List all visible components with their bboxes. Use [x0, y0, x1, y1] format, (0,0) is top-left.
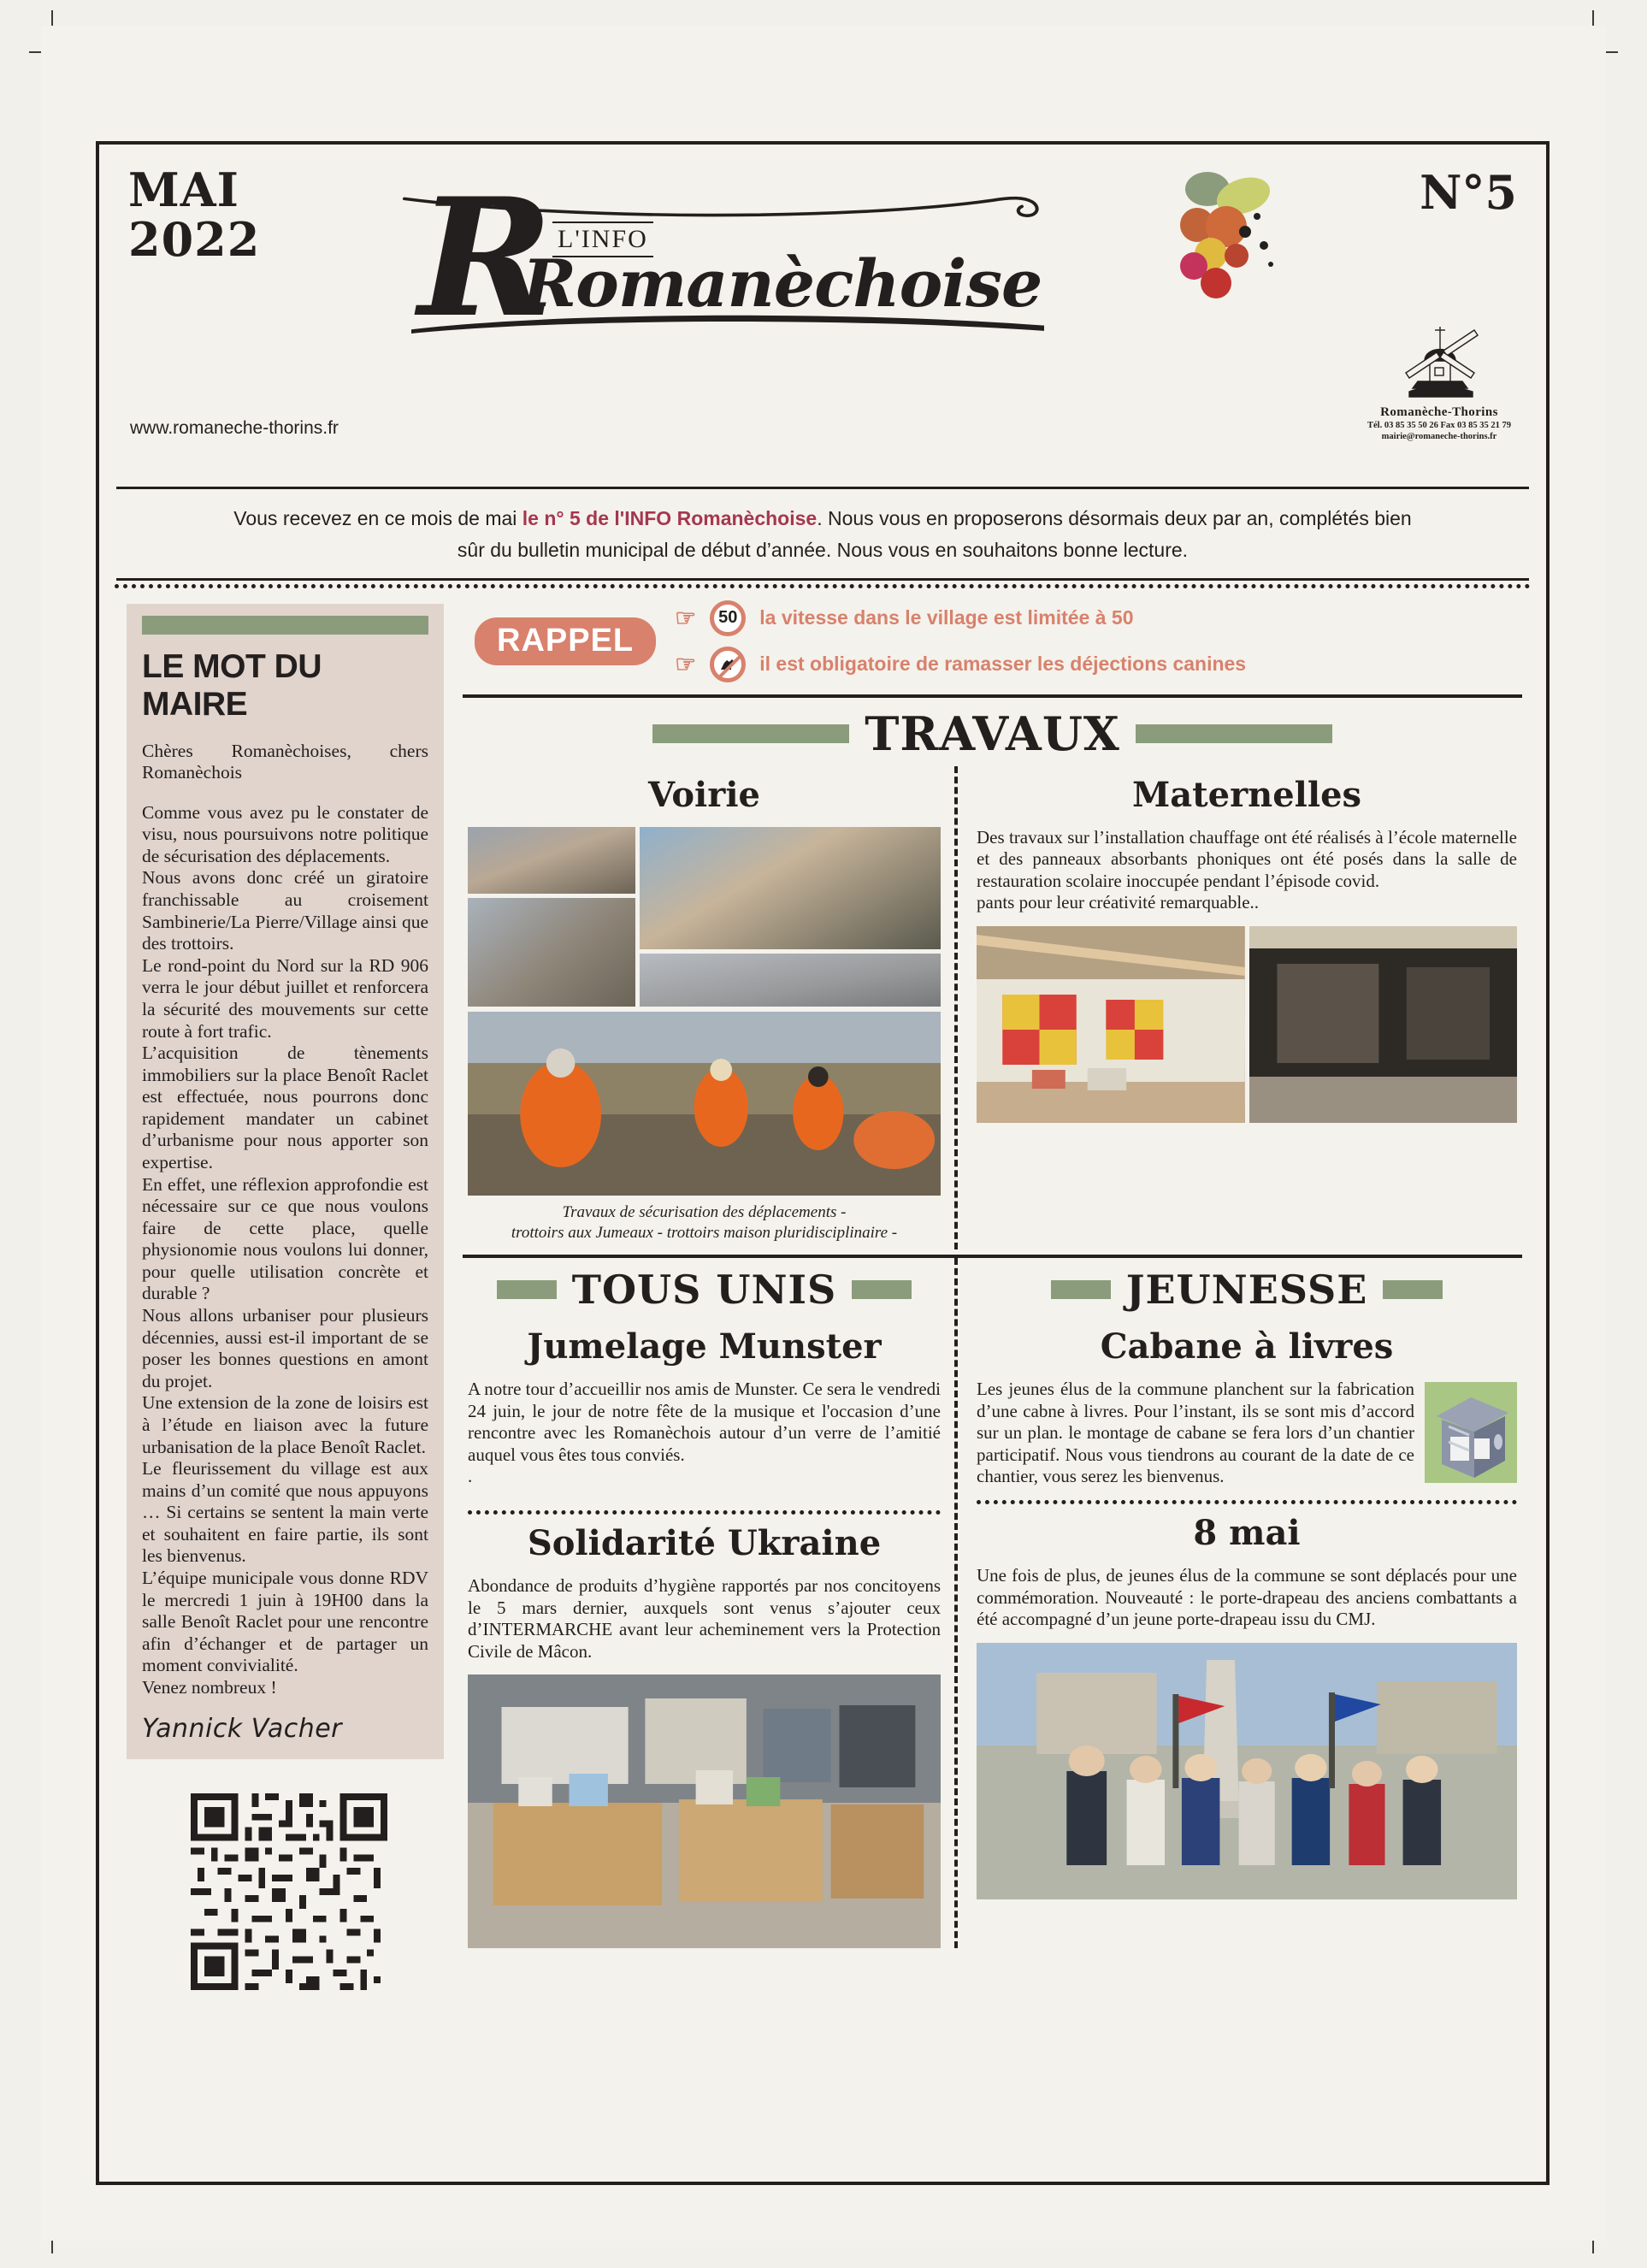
jumelage-text: A notre tour d’accueillir nos amis de Munster. Ce sera le vendredi 24 juin, le jour de notre fête de la musique et l'occasion d’une rencontre avec les Romanèchois autour d’un verre de l’amitié auquel vous êtes tous conviés.: [468, 1378, 941, 1465]
mayor-paragraph: L’acquisition de tènements immobiliers sur la place Benoît Raclet est effectuée, nous pourrons donc rapidement mandater un cabinet d’urbanisme pour nous apporter son expertise.: [142, 1042, 428, 1172]
rappel-item: [675, 600, 1246, 636]
photo-school-room-shapes: [977, 926, 1245, 1123]
issue-number: N°5: [1420, 165, 1517, 220]
mayor-greeting: Chères Romanèchoises, chers Romanèchois: [142, 740, 428, 783]
issue-month: MAI: [128, 162, 239, 217]
mayor-paragraph: Une extension de la zone de loisirs est à l’étude en liaison avec la future urbanisation de la place Benoît Raclet.: [142, 1392, 428, 1457]
jeunesse-divider: [977, 1500, 1517, 1504]
photo-roadworks-trees: [468, 827, 635, 894]
photo-school-corridor: [1249, 926, 1518, 1123]
photo-roadworks-team: [468, 1012, 941, 1196]
huit-mai-text: Une fois de plus, de jeunes élus de la commune se sont déplacés pour une commémoration. Nouveauté : le porte-drapeau des anciens combattants a été accompagné d’un jeune porte-drapeau issu du CMJ.: [977, 1565, 1517, 1630]
intro-text-after: . Nous vous en proposerons désormais deux par an, complétés bien sûr du bulletin municipal de début d’année. Nous vous en souhaitons bonne lecture.: [457, 507, 1412, 561]
photo-commemoration-shapes: [977, 1643, 1517, 1899]
website-url[interactable]: www.romaneche-thorins.fr: [130, 418, 339, 438]
mayor-paragraph: En effet, une réflexion approfondie est nécessaire sur ce que nous voulons faire de cette place, quelle physionomie nous voulons lui donner, pour quelle utilisation concrète et durable ?: [142, 1173, 428, 1304]
issue-year: 2022: [128, 212, 261, 268]
rappel-block: [463, 588, 1522, 691]
photo-ukraine-donations: [468, 1674, 941, 1948]
right-column: [463, 588, 1546, 1995]
qr-code-icon[interactable]: [191, 1793, 387, 1990]
header-accent-bar-right: [1383, 1280, 1443, 1299]
photo-commemoration: [977, 1643, 1517, 1899]
town-logo: [1358, 320, 1520, 442]
header-accent-bar-left: [497, 1280, 557, 1299]
masthead: [99, 145, 1546, 487]
maternelles-title: Maternelles: [1131, 774, 1362, 815]
tous-unis-divider: [468, 1510, 941, 1515]
windmill-icon: [1392, 320, 1486, 401]
header-accent-bar-left: [1051, 1280, 1111, 1299]
grapes-illustration-icon: [1134, 163, 1288, 317]
mayor-signature: Yannick Vacher: [142, 1714, 343, 1745]
voirie-caption-line2: trottoirs aux Jumeaux - trottoirs maison pluridisciplinaire -: [511, 1224, 898, 1243]
qr-code[interactable]: [191, 1793, 444, 1994]
jumelage-title: Jumelage Munster: [527, 1326, 882, 1367]
issue-date: [128, 162, 261, 268]
voirie-caption: [468, 1196, 941, 1249]
no-dog-fouling-icon: [710, 647, 746, 682]
ukraine-title: Solidarité Ukraine: [527, 1523, 882, 1564]
travaux-header: [463, 698, 1522, 766]
logo-script-title: Romanèchoise: [522, 245, 1042, 322]
jeunesse-header: [977, 1258, 1517, 1318]
book-cabin-icon: [1425, 1382, 1517, 1483]
maternelles-text-extra: pants pour leur créativité remarquable..: [977, 892, 1260, 913]
left-column: [99, 588, 463, 1995]
mayor-paragraph: Le fleurissement du village est aux mains d’un comité que nous appuyons … Si certains se sentent la main verte et souhaitent en faire partie, ils sont les bienvenus.: [142, 1458, 428, 1567]
mayor-paragraph: Le rond-point du Nord sur la RD 906 verra le jour début juillet et renforcera la sécurité des mouvements sur cette route à fort trafic.: [142, 954, 428, 1042]
rappel-item: [675, 647, 1246, 682]
voirie-title: Voirie: [648, 774, 760, 815]
voirie-block: [463, 766, 954, 1249]
header-accent-bar-right: [1136, 724, 1332, 743]
speed-limit-50-icon: 50: [710, 600, 746, 636]
mayor-paragraph: Venez nombreux !: [142, 1676, 277, 1698]
photo-school-room: [977, 926, 1245, 1123]
tous-unis-block: [463, 1258, 954, 1948]
pointing-hand-icon: ☞: [675, 651, 697, 678]
photo-roadworks-machine: [640, 827, 941, 949]
jumelage-text-extra: .: [468, 1466, 473, 1487]
logo-letter-r: R: [418, 162, 553, 353]
photo-roadworks-kerb: [468, 898, 635, 1007]
logo-info-label: L'INFO: [552, 221, 653, 257]
travaux-section-title: TRAVAUX: [865, 706, 1120, 761]
bottom-columns: [463, 1258, 1522, 1948]
town-phone: Tél. 03 85 35 50 26 Fax 03 85 35 21 79: [1367, 421, 1511, 430]
travaux-columns: [463, 766, 1522, 1249]
mayor-section-title: LE MOT DU MAIRE: [142, 647, 322, 723]
maternelles-block: [954, 766, 1522, 1249]
voirie-caption-line1: Travaux de sécurisation des déplacements -: [562, 1202, 847, 1221]
ukraine-text: Abondance de produits d’hygiène rapportés par nos concitoyens le 5 mars dernier, auxquels sont venus s’ajouter ceux d’INTERMARCHE avant leur acheminement vers la Protection Civile de Mâcon.: [468, 1575, 941, 1662]
mayor-accent-bar: [142, 616, 428, 635]
photo-roadworks-crossing: [640, 954, 941, 1007]
intro-paragraph: [99, 489, 1546, 578]
huit-mai-title: 8 mai: [1193, 1513, 1301, 1554]
mayor-word-box: [127, 604, 444, 1760]
header-accent-bar-left: [652, 724, 849, 743]
mayor-paragraph: Nous allons urbaniser pour plusieurs décennies, aussi est-il important de se poser les bonnes questions en amont du projet.: [142, 1305, 428, 1391]
cabane-text: Les jeunes élus de la commune planchent sur la fabrication d’une cabne à livres. Pour l’instant, ils se sont mis d’accord sur un plan. le montage de cabane se fera lors d’un chantier participatif. Nous vous tiendrons au courant de la date de ce chantier, vous serez les bienvenus.: [977, 1378, 1414, 1487]
jeunesse-section-title: JEUNESSE: [1125, 1266, 1368, 1313]
town-email: mairie@romaneche-thorins.fr: [1381, 432, 1497, 442]
dog-glyph-icon: [717, 653, 739, 676]
town-name: Romanèche-Thorins: [1380, 405, 1498, 419]
photo-roadworks-team-shapes: [468, 1012, 941, 1196]
voirie-photo-grid: [468, 827, 941, 1007]
mayor-paragraph: Comme vous avez pu le constater de visu, nous poursuivons notre politique de sécurisation des déplacements.: [142, 801, 428, 866]
intro-highlight: le n° 5 de l'INFO Romanèchoise: [522, 507, 818, 529]
logo-block: [403, 153, 1053, 353]
intro-text-before: Vous recevez en ce mois de mai: [233, 507, 522, 529]
photo-book-cabin-render: [1425, 1382, 1517, 1483]
rappel-badge: RAPPEL: [475, 617, 656, 665]
photo-ukraine-shapes: [468, 1674, 941, 1948]
jeunesse-block: [954, 1258, 1522, 1948]
rappel-item-text: la vitesse dans le village est limitée à 50: [759, 606, 1134, 629]
tous-unis-header: [468, 1258, 941, 1318]
mayor-paragraph: Nous avons donc créé un giratoire franchissable au croisement Sambinerie/La Pierre/Village ainsi que des trottoirs.: [142, 867, 428, 954]
pointing-hand-icon: ☞: [675, 605, 697, 632]
maternelles-photo-grid: [977, 926, 1517, 1123]
rappel-item-text: il est obligatoire de ramasser les déjections canines: [759, 653, 1247, 676]
mayor-paragraph: L’équipe municipale vous donne RDV le mercredi 1 juin à 19H00 dans la salle Benoît Raclet pour une rencontre afin d’échanger et de partager un moment convivialité.: [142, 1567, 428, 1676]
maternelles-text: Des travaux sur l’installation chauffage ont été réalisés à l’école maternelle et des panneaux absorbants phoniques ont été posés dans la salle de restauration scolaire inoccupée pendant l’épisode covid.: [977, 826, 1517, 891]
body-grid: [99, 588, 1546, 1995]
header-accent-bar-right: [852, 1280, 912, 1299]
tous-unis-section-title: TOUS UNIS: [571, 1266, 837, 1313]
rappel-items: [675, 600, 1246, 682]
intro-rule-bottom: [116, 578, 1529, 581]
photo-school-corridor-shapes: [1249, 926, 1518, 1123]
cabane-title: Cabane à livres: [1100, 1326, 1394, 1367]
newsletter-frame: [96, 141, 1550, 2185]
